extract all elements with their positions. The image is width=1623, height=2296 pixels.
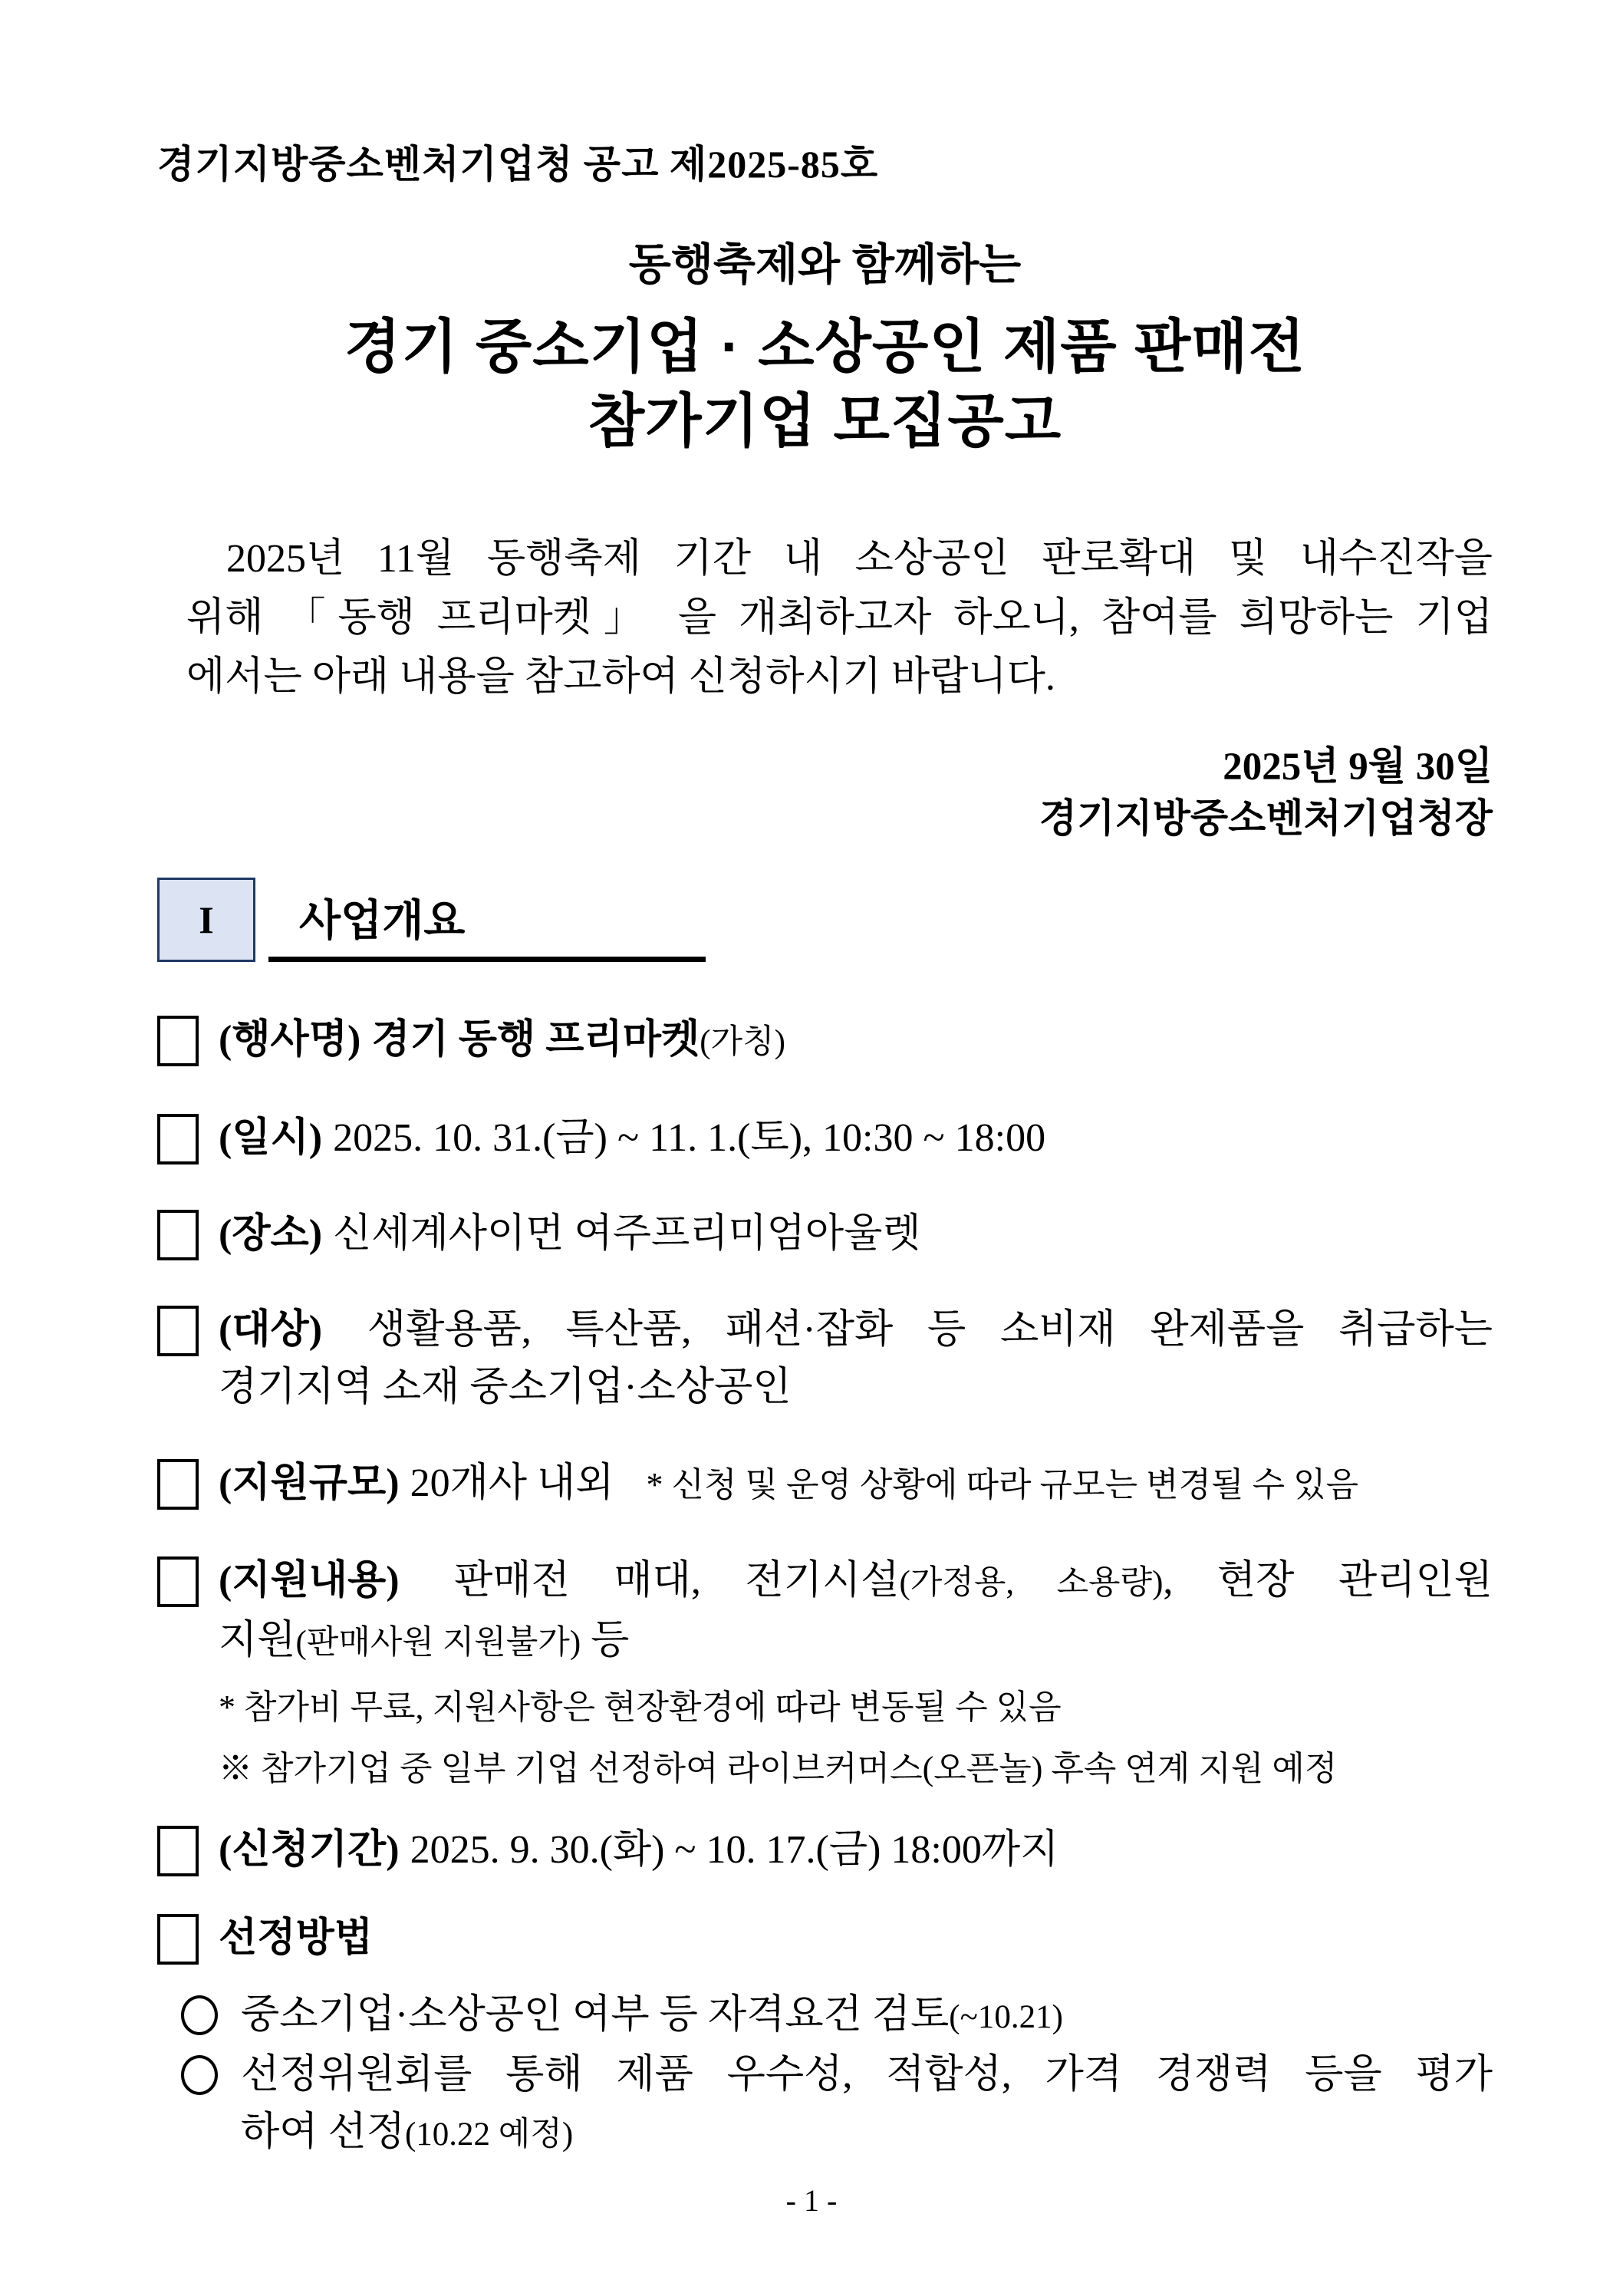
section-title-rule bbox=[268, 878, 706, 962]
sub-item-text-small: (~10.21) bbox=[949, 1999, 1063, 2035]
intro-paragraph bbox=[186, 529, 1493, 707]
item-label: (신청기간) bbox=[219, 1828, 400, 1872]
checkbox-bullet-icon bbox=[157, 1826, 199, 1876]
item-value: 2025. 9. 30.(화) ~ 10. 17.(금) 18:00까지 bbox=[410, 1828, 1059, 1872]
title-subtitle: 동행축제와 함께하는 bbox=[628, 240, 1022, 289]
issue-date: 2025년 9월 30일 bbox=[1223, 746, 1493, 789]
circle-bullet-icon bbox=[181, 2055, 218, 2095]
intro-line1: 2025년 11월 동행축제 기간 내 소상공인 판로확대 및 내수진작을 bbox=[226, 537, 1493, 581]
item-value: 2025. 10. 31.(금) ~ 11. 1.(토), 10:30 ~ 18:00 bbox=[333, 1116, 1046, 1160]
item-value: 신세계사이먼 여주프리미엄아울렛 bbox=[333, 1212, 921, 1256]
checkbox-bullet-icon bbox=[157, 1556, 199, 1607]
item-support bbox=[157, 1552, 1493, 1794]
item-datetime bbox=[157, 1109, 1493, 1167]
item-note-inline: * 신청 및 운영 상황에 따라 규모는 변경될 수 있음 bbox=[646, 1466, 1359, 1504]
item-line2: 경기지역 소재 중소기업·소상공인 bbox=[219, 1365, 792, 1409]
item-target bbox=[157, 1301, 1493, 1416]
item-value: 판매전 매대, 전기시설 bbox=[454, 1559, 900, 1603]
checkbox-bullet-icon bbox=[157, 1914, 199, 1965]
section-numeral-badge bbox=[157, 878, 255, 962]
sign-block bbox=[157, 741, 1493, 845]
item-line1 bbox=[219, 1301, 1493, 1359]
item-selection-method bbox=[157, 1909, 1493, 1967]
checkbox-bullet-icon bbox=[157, 1114, 199, 1164]
item-scale bbox=[157, 1454, 1493, 1514]
item-value: 경기 동행 프리마켓 bbox=[371, 1018, 700, 1062]
checkbox-bullet-icon bbox=[157, 1459, 199, 1510]
section-header bbox=[157, 878, 1493, 968]
sub-item-text-small: (10.22 예정) bbox=[404, 2116, 574, 2153]
main-title bbox=[157, 310, 1493, 459]
item-label: (일시) bbox=[219, 1116, 323, 1160]
selection-sub-item-2 bbox=[181, 2046, 1493, 2163]
selection-sub-item-1 bbox=[181, 1986, 1493, 2046]
item-value: , 현장 관리인원 bbox=[1163, 1559, 1493, 1603]
item-venue bbox=[157, 1205, 1493, 1263]
doc-number: 경기지방중소벤처기업청 공고 제2025-85호 bbox=[157, 143, 879, 186]
page-number: - 1 - bbox=[785, 2183, 838, 2218]
item-list bbox=[157, 1011, 1493, 2163]
item-label: 선정방법 bbox=[219, 1916, 373, 1960]
item-apply-period bbox=[157, 1821, 1493, 1879]
item-event-name bbox=[157, 1011, 1493, 1071]
sub-item-line1: 선정위원회를 통해 제품 우수성, 적합성, 가격 경쟁력 등을 평가 bbox=[241, 2053, 1493, 2097]
sub-item-line2 bbox=[241, 2103, 1493, 2163]
main-title-line1: 경기 중소기업 · 소상공인 제품 판매전 bbox=[344, 315, 1306, 380]
item-value-small: (판매사원 지원불가) bbox=[295, 1625, 581, 1661]
item-note1: * 참가비 무료, 지원사항은 현장환경에 따라 변동될 수 있음 bbox=[219, 1688, 1062, 1726]
checkbox-bullet-icon bbox=[157, 1210, 199, 1260]
item-value: 20개사 내외 bbox=[410, 1461, 614, 1505]
intro-line3: 에서는 아래 내용을 참고하여 신청하시기 바랍니다. bbox=[186, 655, 1055, 699]
item-line2 bbox=[219, 1612, 1493, 1672]
intro-line2: 위해 「동행 프리마켓」 을 개최하고자 하오니, 참여를 희망하는 기업 bbox=[186, 596, 1493, 640]
issuer: 경기지방중소벤처기업청장 bbox=[1039, 798, 1493, 841]
item-label: (장소) bbox=[219, 1212, 323, 1256]
main-title-line2: 참가기업 모집공고 bbox=[588, 389, 1062, 454]
section-title: 사업개요 bbox=[299, 895, 466, 944]
item-label: (지원규모) bbox=[219, 1461, 400, 1505]
item-value-small: (가칭) bbox=[700, 1024, 785, 1060]
item-value: 등 bbox=[581, 1619, 630, 1662]
item-value: 생활용품, 특산품, 패션·잡화 등 소비재 완제품을 취급하는 bbox=[367, 1308, 1493, 1352]
item-value-small: (가정용, 소용량) bbox=[899, 1565, 1164, 1601]
checkbox-bullet-icon bbox=[157, 1306, 199, 1356]
sub-item-text: 하여 선정 bbox=[241, 2110, 405, 2154]
circle-bullet-icon bbox=[181, 1995, 218, 2035]
item-line1 bbox=[219, 1552, 1493, 1612]
item-label: (대상) bbox=[219, 1308, 323, 1352]
sub-item-text: 중소기업·소상공인 여부 등 자격요건 검토 bbox=[241, 1993, 950, 2037]
section-numeral: I bbox=[199, 898, 214, 941]
checkbox-bullet-icon bbox=[157, 1016, 199, 1066]
item-label: (지원내용) bbox=[219, 1559, 400, 1603]
item-note2: ※ 참가기업 중 일부 기업 선정하여 라이브커머스(오픈놀) 후속 연계 지원 예정 bbox=[219, 1750, 1338, 1787]
item-label: (행사명) bbox=[219, 1018, 361, 1062]
item-value: 지원 bbox=[219, 1619, 296, 1662]
title-block bbox=[157, 239, 1493, 459]
